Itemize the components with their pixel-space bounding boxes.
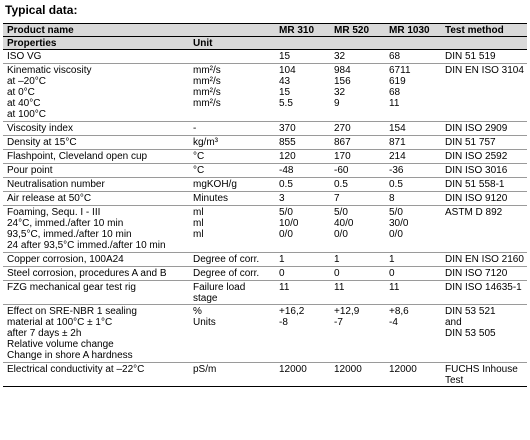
unit-cell xyxy=(189,50,275,64)
unit-cell-line: % xyxy=(193,306,202,317)
property-cell xyxy=(3,363,189,387)
table-row xyxy=(3,267,527,281)
test-method-cell-line: DIN ISO 9120 xyxy=(445,193,508,204)
test-method-cell xyxy=(441,122,527,136)
mr-310-value xyxy=(275,206,330,253)
unit-cell xyxy=(189,178,275,192)
property-cell-line: Viscosity index xyxy=(7,123,73,134)
table-row xyxy=(3,150,527,164)
table-row xyxy=(3,363,527,387)
mr-310-value xyxy=(275,253,330,267)
mr-310-value-line: 855 xyxy=(279,137,296,148)
mr-1030-value-line: 11 xyxy=(389,282,400,293)
property-cell xyxy=(3,305,189,363)
mr-1030-value xyxy=(385,363,441,387)
property-cell-line: FZG mechanical gear test rig xyxy=(7,282,136,293)
mr-520-value-line: 32 xyxy=(334,87,346,98)
mr-310-value xyxy=(275,64,330,122)
mr-310-value-line: 5.5 xyxy=(279,98,293,109)
test-method-cell xyxy=(441,253,527,267)
table-row xyxy=(3,122,527,136)
test-method-cell-line: DIN ISO 3016 xyxy=(445,165,508,176)
mr-520-value-line: 170 xyxy=(334,151,351,162)
table-subheader-row xyxy=(3,37,527,50)
property-cell xyxy=(3,253,189,267)
mr-310-value xyxy=(275,164,330,178)
property-cell-line: material at 100°C ± 1°C xyxy=(7,317,113,328)
mr-310-value-line: 0/0 xyxy=(279,229,293,240)
unit-cell xyxy=(189,363,275,387)
unit-cell xyxy=(189,253,275,267)
mr-520-value-line: 9 xyxy=(334,98,340,109)
product-name-header: Product name xyxy=(3,24,189,37)
mr-310-value-line: 3 xyxy=(279,193,285,204)
unit-header: Unit xyxy=(189,37,275,50)
unit-cell-line: Degree of corr. xyxy=(193,268,260,279)
mr-1030-value xyxy=(385,178,441,192)
table-row xyxy=(3,305,527,363)
property-cell-line: Kinematic viscosity xyxy=(7,65,92,76)
mr-310-value xyxy=(275,150,330,164)
typical-data-table xyxy=(3,23,527,387)
property-cell-line: 24 after 93,5°C immed./after 10 min xyxy=(7,240,166,251)
test-method-header: Test method xyxy=(441,24,527,37)
unit-cell-line: Degree of corr. xyxy=(193,254,260,265)
test-method-cell xyxy=(441,206,527,253)
table-row xyxy=(3,164,527,178)
table-row xyxy=(3,178,527,192)
mr-520-value-line: 270 xyxy=(334,123,351,134)
mr-310-value xyxy=(275,281,330,305)
mr-520-value-line: 7 xyxy=(334,193,340,204)
unit-cell-line: mm²/s xyxy=(193,98,221,109)
mr-520-value-line: 5/0 xyxy=(334,207,348,218)
mr-1030-value xyxy=(385,136,441,150)
unit-cell-line: °C xyxy=(193,165,205,176)
unit-cell-line: mm²/s xyxy=(193,76,221,87)
test-method-cell-line: DIN 51 757 xyxy=(445,137,496,148)
mr-1030-value xyxy=(385,206,441,253)
mr-1030-value xyxy=(385,150,441,164)
mr-1030-value-line: +8,6 xyxy=(389,306,409,317)
mr-520-value-line: 32 xyxy=(334,51,346,62)
mr-310-value-line: 1 xyxy=(279,254,285,265)
unit-cell-line: ml xyxy=(193,207,204,218)
mr-1030-value-line: 5/0 xyxy=(389,207,403,218)
mr-1030-value xyxy=(385,64,441,122)
unit-cell-line: kg/m³ xyxy=(193,137,218,148)
mr-520-value xyxy=(330,206,385,253)
property-cell-line: Foaming, Sequ. I - III xyxy=(7,207,101,218)
property-cell-line: Density at 15°C xyxy=(7,137,77,148)
test-method-cell xyxy=(441,164,527,178)
mr-1030-value-line: 0.5 xyxy=(389,179,403,190)
property-cell xyxy=(3,136,189,150)
mr-310-header: MR 310 xyxy=(275,24,330,37)
unit-cell-line: mm²/s xyxy=(193,65,221,76)
property-cell-line: at 0°C xyxy=(7,87,35,98)
mr-520-header: MR 520 xyxy=(330,24,385,37)
mr-310-value xyxy=(275,122,330,136)
mr-1030-value-line: 8 xyxy=(389,193,395,204)
mr-1030-value xyxy=(385,305,441,363)
mr-520-value-line: 40/0 xyxy=(334,218,354,229)
test-method-cell xyxy=(441,267,527,281)
unit-cell xyxy=(189,192,275,206)
test-method-cell-line: DIN ISO 14635-1 xyxy=(445,282,522,293)
mr-520-value-line: -60 xyxy=(334,165,349,176)
mr-1030-value-line: 68 xyxy=(389,51,401,62)
mr-520-value-line: 11 xyxy=(334,282,345,293)
property-cell-line: Pour point xyxy=(7,165,53,176)
unit-cell xyxy=(189,64,275,122)
mr-1030-value-line: 68 xyxy=(389,87,401,98)
unit-cell-line: ml xyxy=(193,218,204,229)
unit-cell xyxy=(189,164,275,178)
property-cell xyxy=(3,50,189,64)
property-cell xyxy=(3,192,189,206)
property-cell xyxy=(3,281,189,305)
property-cell-line: at 100°C xyxy=(7,109,47,120)
mr-1030-value xyxy=(385,281,441,305)
mr-1030-value-line: 30/0 xyxy=(389,218,409,229)
mr-1030-value-line: 214 xyxy=(389,151,406,162)
unit-cell-line: ml xyxy=(193,229,204,240)
unit-cell xyxy=(189,136,275,150)
test-method-cell xyxy=(441,281,527,305)
mr-520-value xyxy=(330,164,385,178)
unit-cell-line: Units xyxy=(193,317,216,328)
unit-cell-line: Failure load xyxy=(193,282,246,293)
mr-1030-value-line: 154 xyxy=(389,123,406,134)
mr-1030-value-line: 0/0 xyxy=(389,229,403,240)
property-cell-line: Copper corrosion, 100A24 xyxy=(7,254,124,265)
mr-520-value-line: -7 xyxy=(334,317,343,328)
mr-310-value-line: 12000 xyxy=(279,364,307,375)
table-row xyxy=(3,206,527,253)
mr-520-value xyxy=(330,363,385,387)
mr-310-value-line: 43 xyxy=(279,76,291,87)
mr-1030-value-line: 0 xyxy=(389,268,395,279)
test-method-cell-line: DIN 53 505 xyxy=(445,328,496,339)
property-cell xyxy=(3,267,189,281)
properties-header: Properties xyxy=(3,37,189,50)
test-method-cell-line: FUCHS Inhouse xyxy=(445,364,518,375)
mr-310-value xyxy=(275,178,330,192)
table-row xyxy=(3,192,527,206)
mr-310-value-line: 15 xyxy=(279,87,291,98)
mr-310-value-line: -8 xyxy=(279,317,288,328)
unit-cell xyxy=(189,122,275,136)
property-cell-line: 93,5°C, immed./after 10 min xyxy=(7,229,132,240)
mr-520-value xyxy=(330,281,385,305)
mr-1030-value xyxy=(385,122,441,136)
test-method-cell-line: DIN ISO 2592 xyxy=(445,151,508,162)
mr-310-value-line: 10/0 xyxy=(279,218,299,229)
mr-1030-value xyxy=(385,267,441,281)
mr-520-value-line: 867 xyxy=(334,137,351,148)
mr-310-value-line: +16,2 xyxy=(279,306,305,317)
test-method-cell xyxy=(441,136,527,150)
mr-1030-header: MR 1030 xyxy=(385,24,441,37)
test-method-cell xyxy=(441,64,527,122)
property-cell-line: Electrical conductivity at –22°C xyxy=(7,364,145,375)
unit-cell xyxy=(189,305,275,363)
property-cell xyxy=(3,164,189,178)
page-heading: Typical data: xyxy=(5,3,78,17)
mr-310-value-line: 104 xyxy=(279,65,296,76)
mr-520-value-line: +12,9 xyxy=(334,306,360,317)
mr-1030-value-line: 1 xyxy=(389,254,395,265)
property-cell-line: at –20°C xyxy=(7,76,47,87)
property-cell-line: ISO VG xyxy=(7,51,42,62)
mr-310-value-line: 370 xyxy=(279,123,296,134)
unit-cell-line: °C xyxy=(193,151,205,162)
mr-520-value-line: 0.5 xyxy=(334,179,348,190)
property-cell xyxy=(3,64,189,122)
mr-520-value-line: 12000 xyxy=(334,364,362,375)
mr-1030-value-line: 12000 xyxy=(389,364,417,375)
mr-310-value-line: -48 xyxy=(279,165,294,176)
mr-1030-value-line: 619 xyxy=(389,76,406,87)
unit-cell-line: stage xyxy=(193,293,218,304)
mr-520-value xyxy=(330,136,385,150)
table-row xyxy=(3,50,527,64)
test-method-cell-line: DIN EN ISO 3104 xyxy=(445,65,524,76)
mr-520-value xyxy=(330,150,385,164)
mr-310-value xyxy=(275,305,330,363)
mr-310-value xyxy=(275,136,330,150)
test-method-cell-line: DIN 51 519 xyxy=(445,51,496,62)
unit-cell-line: mm²/s xyxy=(193,87,221,98)
mr-520-value-line: 1 xyxy=(334,254,340,265)
empty-header-cell xyxy=(189,24,275,37)
table-row xyxy=(3,64,527,122)
test-method-cell xyxy=(441,178,527,192)
property-cell-line: 24°C, immed./after 10 min xyxy=(7,218,124,229)
mr-520-value-line: 0 xyxy=(334,268,340,279)
mr-520-value xyxy=(330,64,385,122)
mr-1030-value-line: -4 xyxy=(389,317,398,328)
test-method-cell-line: DIN 53 521 xyxy=(445,306,496,317)
test-method-cell xyxy=(441,150,527,164)
mr-310-value-line: 11 xyxy=(279,282,290,293)
test-method-cell-line: Test xyxy=(445,375,464,386)
table-row xyxy=(3,136,527,150)
mr-520-value xyxy=(330,50,385,64)
property-cell-line: Flashpoint, Cleveland open cup xyxy=(7,151,148,162)
table-header-row xyxy=(3,24,527,37)
mr-1030-value xyxy=(385,164,441,178)
unit-cell xyxy=(189,206,275,253)
mr-520-value xyxy=(330,253,385,267)
property-cell-line: Steel corrosion, procedures A and B xyxy=(7,268,167,279)
unit-cell-line: mgKOH/g xyxy=(193,179,237,190)
mr-310-value xyxy=(275,363,330,387)
mr-520-value xyxy=(330,267,385,281)
property-cell xyxy=(3,150,189,164)
mr-1030-value xyxy=(385,192,441,206)
property-cell-line: Effect on SRE-NBR 1 sealing xyxy=(7,306,137,317)
mr-520-value-line: 984 xyxy=(334,65,351,76)
property-cell-line: Air release at 50°C xyxy=(7,193,92,204)
mr-520-value xyxy=(330,192,385,206)
property-cell-line: Neutralisation number xyxy=(7,179,105,190)
unit-cell-line: - xyxy=(193,123,197,134)
test-method-cell-line: DIN 51 558-1 xyxy=(445,179,505,190)
mr-520-value xyxy=(330,178,385,192)
test-method-cell xyxy=(441,363,527,387)
mr-1030-value-line: 871 xyxy=(389,137,406,148)
property-cell-line: Change in shore A hardness xyxy=(7,350,133,361)
test-method-cell-line: DIN EN ISO 2160 xyxy=(445,254,524,265)
unit-cell xyxy=(189,150,275,164)
mr-310-value xyxy=(275,267,330,281)
mr-310-value xyxy=(275,192,330,206)
property-cell-line: after 7 days ± 2h xyxy=(7,328,82,339)
table-row xyxy=(3,281,527,305)
test-method-cell-line: ASTM D 892 xyxy=(445,207,503,218)
test-method-cell xyxy=(441,305,527,363)
mr-1030-value-line: 6711 xyxy=(389,65,411,76)
unit-cell xyxy=(189,267,275,281)
unit-cell xyxy=(189,281,275,305)
table-row xyxy=(3,253,527,267)
mr-310-value-line: 0.5 xyxy=(279,179,293,190)
mr-310-value xyxy=(275,50,330,64)
unit-cell-line: Minutes xyxy=(193,193,229,204)
mr-1030-value xyxy=(385,50,441,64)
test-method-cell xyxy=(441,192,527,206)
property-cell-line: Relative volume change xyxy=(7,339,114,350)
mr-1030-value-line: -36 xyxy=(389,165,404,176)
mr-310-value-line: 0 xyxy=(279,268,285,279)
mr-310-value-line: 120 xyxy=(279,151,296,162)
test-method-cell xyxy=(441,50,527,64)
property-cell xyxy=(3,178,189,192)
mr-1030-value xyxy=(385,253,441,267)
mr-520-value-line: 0/0 xyxy=(334,229,348,240)
test-method-cell-line: DIN ISO 2909 xyxy=(445,123,508,134)
test-method-cell-line: DIN ISO 7120 xyxy=(445,268,508,279)
mr-520-value xyxy=(330,305,385,363)
mr-310-value-line: 15 xyxy=(279,51,291,62)
unit-cell-line: pS/m xyxy=(193,364,217,375)
property-cell-line: at 40°C xyxy=(7,98,41,109)
test-method-cell-line: and xyxy=(445,317,462,328)
mr-520-value-line: 156 xyxy=(334,76,351,87)
mr-520-value xyxy=(330,122,385,136)
property-cell xyxy=(3,206,189,253)
mr-1030-value-line: 11 xyxy=(389,98,400,109)
mr-310-value-line: 5/0 xyxy=(279,207,293,218)
property-cell xyxy=(3,122,189,136)
